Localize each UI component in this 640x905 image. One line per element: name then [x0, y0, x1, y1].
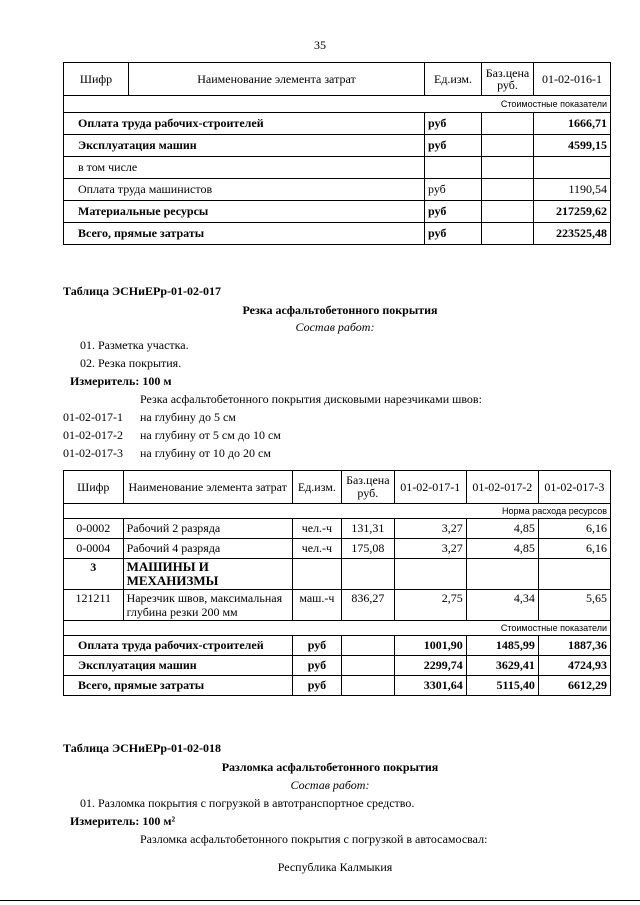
row-value: 4724,93: [538, 656, 610, 676]
row-value: 1887,36: [538, 636, 610, 656]
row-value: [534, 157, 611, 179]
item-code: 01-02-017-1: [63, 410, 123, 424]
table-title: Таблица ЭСНиЕРр-01-02-017: [63, 284, 222, 298]
table-row: [64, 157, 611, 179]
row-value: 4,85: [466, 519, 538, 539]
row-value: 6612,29: [538, 676, 610, 696]
row-value: 4599,15: [534, 135, 611, 157]
header-cell: Ед.изм.: [425, 63, 482, 96]
row-name: Оплата труда рабочих-строителей: [64, 113, 425, 135]
table-row: [64, 590, 611, 621]
item-code: 01-02-017-3: [63, 446, 123, 460]
row-value: 5115,40: [466, 676, 538, 696]
row-value: 2,75: [394, 590, 466, 621]
row-value: 2299,74: [394, 656, 466, 676]
row-unit: руб: [425, 179, 482, 201]
section-row: [64, 504, 611, 519]
row-code: 121211: [64, 590, 124, 621]
row-unit: руб: [425, 201, 482, 223]
table-row: [64, 676, 611, 696]
meter: Измеритель: 100 м: [70, 374, 172, 388]
table-title: Таблица ЭСНиЕРр-01-02-018: [63, 741, 222, 755]
row-unit: чел.-ч: [292, 519, 341, 539]
row-unit: маш.-ч: [292, 590, 341, 621]
works-title: Состав работ:: [295, 320, 375, 334]
row-value: 3629,41: [466, 656, 538, 676]
row-value: 4,85: [466, 539, 538, 559]
footer-rule: [0, 900, 640, 901]
row-value: 6,16: [538, 519, 610, 539]
table-row: [64, 113, 611, 135]
section-label: Норма расхода ресурсов: [64, 504, 611, 519]
row-name: Оплата труда машинистов: [64, 179, 425, 201]
work-item: 01. Разметка участка.: [80, 338, 189, 352]
table-row: [64, 559, 611, 590]
row-value: 1666,71: [534, 113, 611, 135]
section-row: [64, 96, 611, 113]
header-cell: Шифр: [64, 63, 129, 96]
row-price: 131,31: [341, 519, 394, 539]
table-row: [64, 539, 611, 559]
description: Резка асфальтобетонного покрытия дисковыми нарезчиками швов:: [140, 392, 482, 406]
table-row: [64, 201, 611, 223]
meter: Измеритель: 100 м²: [70, 814, 176, 828]
row-name: Эксплуатация машин: [64, 656, 293, 676]
table-header-row: [64, 471, 611, 504]
page-number: 35: [314, 38, 326, 52]
row-unit: чел.-ч: [292, 539, 341, 559]
row-value: 4,34: [466, 590, 538, 621]
work-item: 02. Резка покрытия.: [80, 356, 182, 370]
item-text: на глубину от 10 до 20 см: [140, 446, 271, 460]
header-cell: 01-02-017-2: [466, 471, 538, 504]
header-cell: 01-02-016-1: [534, 63, 611, 96]
row-name: Нарезчик швов, максимальная глубина резки 200 мм: [123, 590, 292, 621]
row-value: 223525,48: [534, 223, 611, 245]
table-header-row: [64, 63, 611, 96]
resource-table-017: [63, 470, 611, 696]
row-price: [482, 179, 534, 201]
row-unit: руб: [425, 113, 482, 135]
header-cell: Наименование элемента затрат: [123, 471, 292, 504]
item-text: на глубину от 5 см до 10 см: [140, 428, 281, 442]
row-name: в том числе: [64, 157, 425, 179]
row-value: 1001,90: [394, 636, 466, 656]
row-value: 217259,62: [534, 201, 611, 223]
row-unit: руб: [292, 676, 341, 696]
item-code: 01-02-017-2: [63, 428, 123, 442]
row-value: 5,65: [538, 590, 610, 621]
footer-region: Республика Калмыкия: [277, 860, 393, 874]
section-heading: Разломка асфальтобетонного покрытия: [221, 760, 439, 774]
group-code: 3: [64, 559, 124, 590]
row-unit: [425, 157, 482, 179]
row-name: Эксплуатация машин: [64, 135, 425, 157]
row-value: 3301,64: [394, 676, 466, 696]
row-value: 1485,99: [466, 636, 538, 656]
section-label: Стоимостные показатели: [64, 96, 611, 113]
table-row: [64, 135, 611, 157]
row-value: 3,27: [394, 539, 466, 559]
row-price: [482, 201, 534, 223]
table-row: [64, 519, 611, 539]
row-price: [482, 135, 534, 157]
row-name: Рабочий 4 разряда: [123, 539, 292, 559]
works-title: Состав работ:: [290, 778, 370, 792]
row-name: Всего, прямые затраты: [64, 676, 293, 696]
row-price: 836,27: [341, 590, 394, 621]
work-item: 01. Разломка покрытия с погрузкой в автотранспортное средство.: [80, 796, 415, 810]
description: Разломка асфальтобетонного покрытия с погрузкой в автосамосвал:: [140, 832, 488, 846]
section-heading: Резка асфальтобетонного покрытия: [242, 303, 438, 317]
group-name: МАШИНЫ И МЕХАНИЗМЫ: [123, 559, 292, 590]
table-row: [64, 179, 611, 201]
header-cell: 01-02-017-3: [538, 471, 610, 504]
table-row: [64, 636, 611, 656]
row-unit: руб: [292, 656, 341, 676]
header-cell: Баз.цена руб.: [341, 471, 394, 504]
header-cell: 01-02-017-1: [394, 471, 466, 504]
row-price: [482, 223, 534, 245]
row-unit: руб: [425, 135, 482, 157]
row-price: 175,08: [341, 539, 394, 559]
row-code: 0-0004: [64, 539, 124, 559]
header-cell: Ед.изм.: [292, 471, 341, 504]
section-row: [64, 621, 611, 636]
row-value: 6,16: [538, 539, 610, 559]
row-name: Всего, прямые затраты: [64, 223, 425, 245]
item-text: на глубину до 5 см: [140, 410, 236, 424]
row-unit: руб: [425, 223, 482, 245]
section-label: Стоимостные показатели: [64, 621, 611, 636]
header-cell: Наименование элемента затрат: [129, 63, 425, 96]
table-row: [64, 656, 611, 676]
header-cell: Баз.цена руб.: [482, 63, 534, 96]
row-name: Рабочий 2 разряда: [123, 519, 292, 539]
row-code: 0-0002: [64, 519, 124, 539]
row-price: [482, 113, 534, 135]
row-value: 1190,54: [534, 179, 611, 201]
row-value: 3,27: [394, 519, 466, 539]
cost-table-016: [63, 62, 611, 245]
row-name: Оплата труда рабочих-строителей: [64, 636, 293, 656]
table-row: [64, 223, 611, 245]
row-name: Материальные ресурсы: [64, 201, 425, 223]
header-cell: Шифр: [64, 471, 124, 504]
row-unit: руб: [292, 636, 341, 656]
row-price: [482, 157, 534, 179]
